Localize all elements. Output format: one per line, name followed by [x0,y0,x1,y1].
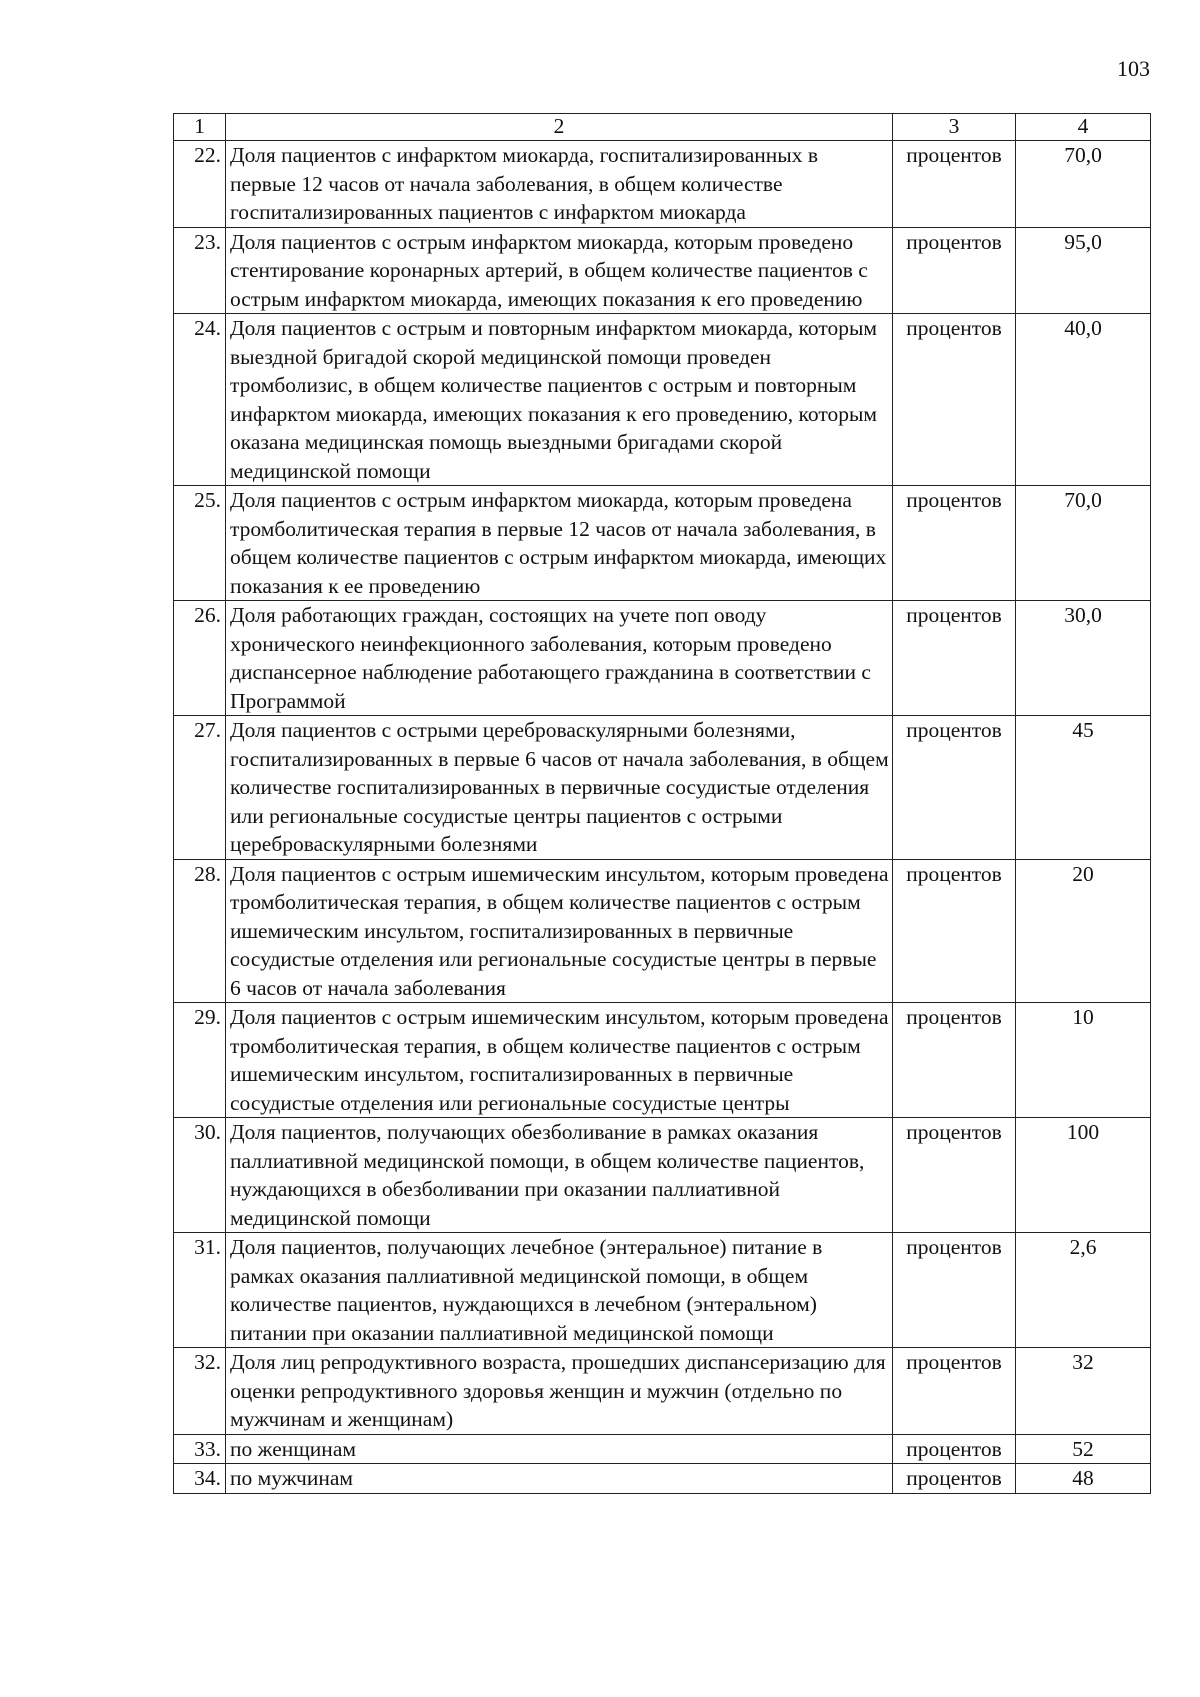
row-number: 26. [174,601,226,716]
column-header: 1 [174,114,226,141]
row-unit: процентов [893,1233,1016,1348]
row-value: 95,0 [1016,227,1151,314]
row-description: Доля лиц репродуктивного возраста, прошедших диспансеризацию для оценки репродуктивного здоровья женщин и мужчин (отдельно по мужчинам и женщинам) [226,1348,893,1435]
table-row [174,1118,1151,1233]
row-unit: процентов [893,227,1016,314]
row-value: 20 [1016,859,1151,1003]
row-number: 33. [174,1434,226,1464]
table-header-row [174,114,1151,141]
row-number: 29. [174,1003,226,1118]
row-value: 2,6 [1016,1233,1151,1348]
row-value: 48 [1016,1464,1151,1494]
row-description: Доля работающих граждан, состоящих на учете поп оводу хронического неинфекционного заболевания, которым проведено диспансерное наблюдение работающего гражданина в соответствии с Программой [226,601,893,716]
row-description: Доля пациентов с инфарктом миокарда, госпитализированных в первые 12 часов от начала заболевания, в общем количестве госпитализированных пациентов с инфарктом миокарда [226,141,893,228]
table-row [174,1434,1151,1464]
row-value: 70,0 [1016,141,1151,228]
row-number: 25. [174,486,226,601]
indicators-table [173,113,1151,1494]
row-number: 31. [174,1233,226,1348]
row-value: 40,0 [1016,314,1151,486]
row-value: 30,0 [1016,601,1151,716]
row-number: 28. [174,859,226,1003]
row-unit: процентов [893,1118,1016,1233]
row-description: Доля пациентов с острым ишемическим инсультом, которым проведена тромболитическая терапия, в общем количестве пациентов с острым ишемическим инсультом, госпитализированных в первичные сосудистые отделения или региональные сосудистые центры [226,1003,893,1118]
row-number: 32. [174,1348,226,1435]
row-number: 22. [174,141,226,228]
row-value: 10 [1016,1003,1151,1118]
row-number: 27. [174,716,226,860]
row-value: 100 [1016,1118,1151,1233]
row-description: Доля пациентов, получающих лечебное (энтеральное) питание в рамках оказания паллиативной медицинской помощи, в общем количестве пациентов, нуждающихся в лечебном (энтеральном) питании при оказании паллиативной медицинской помощи [226,1233,893,1348]
row-unit: процентов [893,486,1016,601]
row-description: Доля пациентов с острым ишемическим инсультом, которым проведена тромболитическая терапия, в общем количестве пациентов с острым ишемическим инсультом, госпитализированных в первичные сосудистые отделения или региональные сосудистые центры в первые 6 часов от начала заболевания [226,859,893,1003]
row-number: 24. [174,314,226,486]
table-row [174,1003,1151,1118]
table-row [174,859,1151,1003]
row-value: 45 [1016,716,1151,860]
row-description: Доля пациентов с острым инфарктом миокарда, которым проведено стентирование коронарных артерий, в общем количестве пациентов с острым инфарктом миокарда, имеющих показания к его проведению [226,227,893,314]
row-unit: процентов [893,1348,1016,1435]
row-value: 32 [1016,1348,1151,1435]
row-value: 70,0 [1016,486,1151,601]
table-row [174,716,1151,860]
table-row [174,486,1151,601]
row-description: по женщинам [226,1434,893,1464]
row-description: Доля пациентов с острым инфарктом миокарда, которым проведена тромболитическая терапия в первые 12 часов от начала заболевания, в общем количестве пациентов с острым инфарктом миокарда, имеющих показания к ее проведению [226,486,893,601]
row-unit: процентов [893,716,1016,860]
row-unit: процентов [893,601,1016,716]
table-row [174,1464,1151,1494]
table-row [174,1233,1151,1348]
row-number: 30. [174,1118,226,1233]
row-unit: процентов [893,1464,1016,1494]
row-unit: процентов [893,1434,1016,1464]
row-description: Доля пациентов с острым и повторным инфарктом миокарда, которым выездной бригадой скорой медицинской помощи проведен тромболизис, в общем количестве пациентов с острым и повторным инфарктом миокарда, имеющих показания к его проведению, которым оказана медицинская помощь выездными бригадами скорой медицинской помощи [226,314,893,486]
row-unit: процентов [893,141,1016,228]
column-header: 2 [226,114,893,141]
page-number: 103 [1117,56,1150,81]
table-row [174,601,1151,716]
table-row [174,141,1151,228]
row-number: 23. [174,227,226,314]
table-row [174,227,1151,314]
row-description: по мужчинам [226,1464,893,1494]
row-description: Доля пациентов с острыми цереброваскулярными болезнями, госпитализированных в первые 6 часов от начала заболевания, в общем количестве госпитализированных в первичные сосудистые отделения или региональные сосудистые центры пациентов с острыми цереброваскулярными болезнями [226,716,893,860]
row-description: Доля пациентов, получающих обезболивание в рамках оказания паллиативной медицинской помощи, в общем количестве пациентов, нуждающихся в обезболивании при оказании паллиативной медицинской помощи [226,1118,893,1233]
row-value: 52 [1016,1434,1151,1464]
row-number: 34. [174,1464,226,1494]
column-header: 3 [893,114,1016,141]
row-unit: процентов [893,859,1016,1003]
table-row [174,314,1151,486]
row-unit: процентов [893,314,1016,486]
column-header: 4 [1016,114,1151,141]
table-row [174,1348,1151,1435]
row-unit: процентов [893,1003,1016,1118]
